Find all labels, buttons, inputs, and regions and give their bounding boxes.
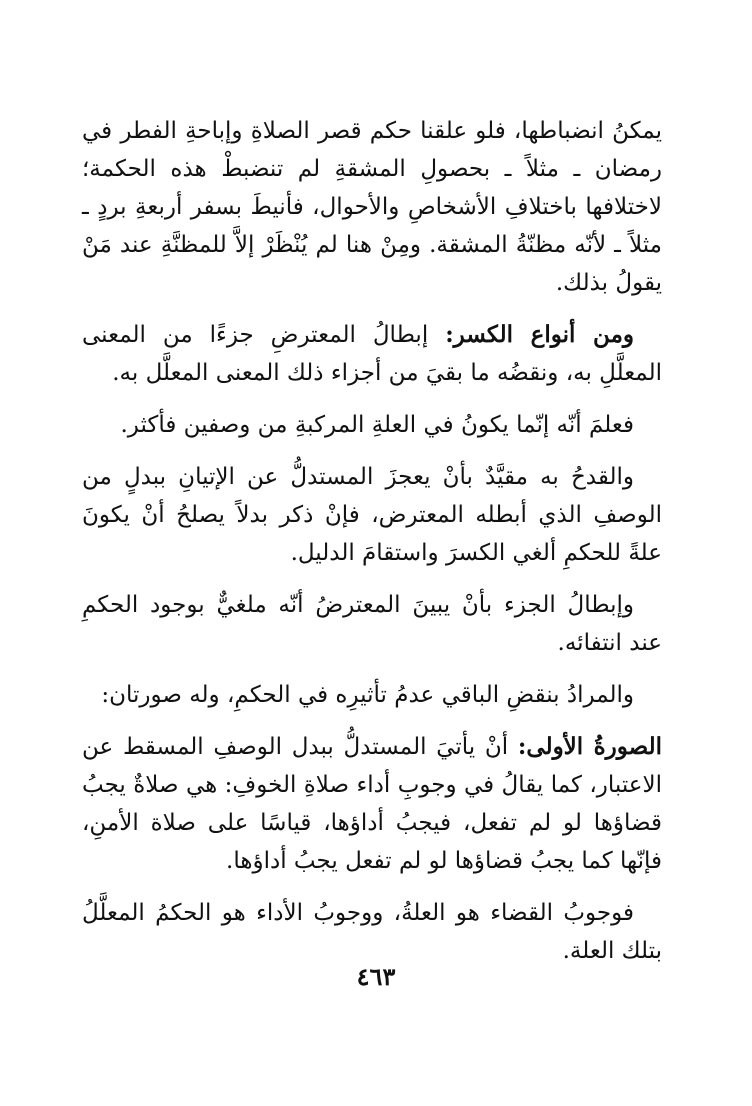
paragraph-3-text: فعلمَ أنّه إنّما يكونُ في العلةِ المركبةِ من وصفين فأكثر. bbox=[120, 412, 634, 438]
paragraph-1-text: يمكنُ انضباطها، فلو علقنا حكم قصر الصلاةِ وإباحةِ الفطر في رمضان ـ مثلاً ـ بحصولِ المشقةِ لم تنضبطْ هذه الحكمة؛ لاختلافها باختلافِ الأشخاصِ والأحوال، فأنيطَ بسفر أربعةِ بردٍ ـ مثلاً ـ لأنّه مظنّةُ المشقة. ومِنْ هنا لم يُنْظَرْ إلاَّ للمظنَّةِ عند مَنْ يقولُ بذلك. bbox=[82, 118, 662, 296]
paragraph-8-text: فوجوبُ القضاء هو العلةُ، ووجوبُ الأداء هو الحكمُ المعلَّلُ بتلك العلة. bbox=[82, 900, 662, 964]
paragraph-6-text: والمرادُ بنقضِ الباقي عدمُ تأثيرِه في الحكمِ، وله صورتان: bbox=[101, 682, 634, 708]
paragraph-6 bbox=[82, 676, 662, 714]
paragraph-2-text: إبطالُ المعترضِ جزءًا من المعنى المعلَّلِ به، ونقضُه ما بقيَ من أجزاء ذلك المعنى المعلَّل به. bbox=[82, 322, 662, 386]
paragraph-8 bbox=[82, 894, 662, 970]
paragraph-2 bbox=[82, 316, 662, 392]
paragraph-4 bbox=[82, 458, 662, 572]
paragraph-5 bbox=[82, 586, 662, 662]
paragraph-7 bbox=[82, 728, 662, 880]
paragraph-5-text: وإبطالُ الجزء بأنْ يبينَ المعترضُ أنّه ملغيٌّ بوجود الحكمِ عند انتفائه. bbox=[82, 592, 662, 656]
paragraph-7-lead: الصورةُ الأولى: bbox=[517, 733, 662, 760]
paragraph-4-text: والقدحُ به مقيَّدٌ بأنْ يعجزَ المستدلُّ عن الإتيانِ ببدلٍ من الوصفِ الذي أبطله المعترض، فإنْ ذكر بدلاً يصلحُ أنْ يكونَ علةً للحكمِ ألغي الكسرَ واستقامَ الدليل. bbox=[82, 464, 662, 566]
paragraph-1 bbox=[82, 112, 662, 302]
page-number: ٤٦٣ bbox=[356, 962, 396, 991]
paragraph-2-lead: ومن أنواع الكسر: bbox=[445, 321, 634, 348]
paragraph-3 bbox=[82, 406, 662, 444]
paragraph-7-text: أنْ يأتيَ المستدلُّ ببدل الوصفِ المسقط عن الاعتبار، كما يقالُ في وجوبِ أداء صلاةِ الخوفِ: هي صلاةٌ يجبُ قضاؤها لو لم تفعل، فيجبُ أداؤها، قياسًا على صلاة الأمنِ، فإنّها كما يجبُ قضاؤها لو لم تفعل يجبُ أداؤها. bbox=[82, 734, 662, 874]
